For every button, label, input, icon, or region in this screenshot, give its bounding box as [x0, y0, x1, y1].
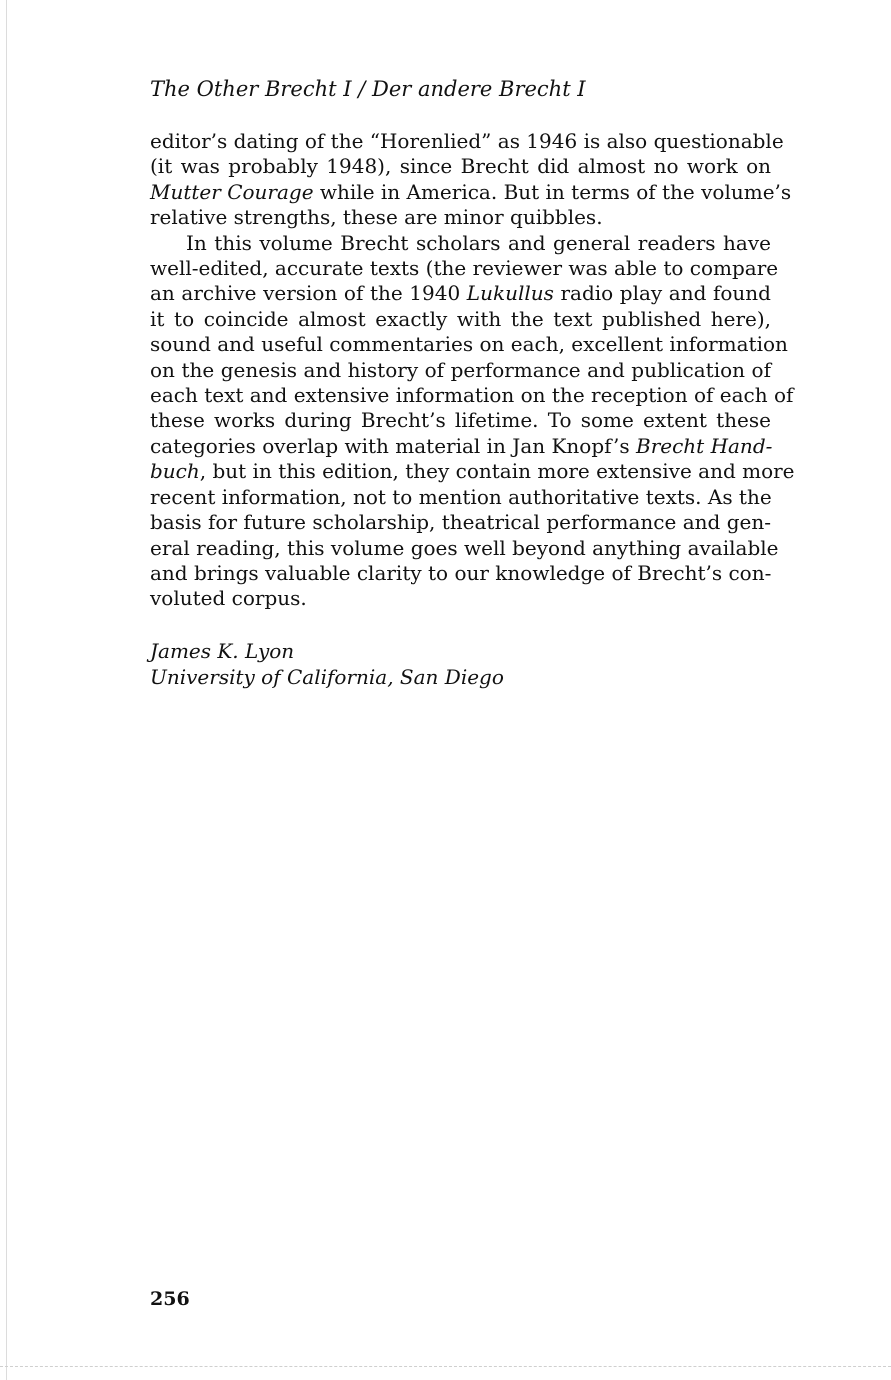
text-line	[150, 434, 771, 459]
text-segment: an archive version of the 1940	[150, 281, 467, 306]
text-line: In this volume Brecht scholars and general readers have	[186, 230, 771, 255]
reviewer-signature	[150, 638, 504, 690]
text-line: and brings valuable clarity to our knowledge of Brecht’s con-	[150, 560, 772, 585]
text-line	[150, 459, 795, 484]
reviewer-name: James K. Lyon	[150, 639, 295, 663]
running-head: The Other Brecht I / Der andere Brecht I	[150, 77, 586, 101]
text-segment: categories overlap with material in Jan Knopf’s	[150, 433, 636, 458]
text-line: editor’s dating of the “Horenlied” as 1946 is also questionable	[150, 129, 784, 153]
text-segment: while in America. But in terms of the volume’s	[313, 179, 792, 204]
text-line	[150, 281, 771, 306]
book-title: Brecht Hand-	[636, 433, 773, 458]
reviewer-affiliation: University of California, San Diego	[150, 665, 504, 689]
text-line: sound and useful commentaries on each, excellent information	[150, 332, 788, 357]
text-line: well-edited, accurate texts (the reviewer was able to compare	[150, 256, 779, 281]
page-edge-bottom	[0, 1366, 891, 1367]
text-segment: , but in this edition, they contain more extensive and more	[199, 459, 795, 484]
text-line	[150, 179, 792, 205]
paragraph	[150, 230, 795, 612]
text-line: recent information, not to mention authoritative texts. As the	[150, 484, 772, 509]
book-title: buch	[150, 459, 200, 484]
text-line: these works during Brecht’s lifetime. To some extent these	[150, 408, 771, 433]
text-line: each text and extensive information on the reception of each of	[150, 383, 794, 408]
text-segment: radio play and found	[553, 281, 771, 306]
text-line: relative strengths, these are minor quibbles.	[150, 205, 603, 230]
page-number: 256	[150, 1288, 190, 1310]
text-line: (it was probably 1948), since Brecht did almost no work on	[150, 154, 771, 179]
text-line: it to coincide almost exactly with the text published here),	[150, 306, 771, 331]
paragraph	[150, 129, 792, 231]
book-title: Lukullus	[466, 281, 554, 306]
text-line: basis for future scholarship, theatrical performance and gen-	[150, 510, 771, 535]
review-body	[150, 129, 795, 612]
book-title: Mutter Courage	[150, 179, 314, 204]
text-line: voluted corpus.	[150, 586, 307, 611]
text-line: on the genesis and history of performance and publication of	[150, 357, 771, 382]
text-line: eral reading, this volume goes well beyond anything available	[150, 535, 779, 560]
page-edge-left	[6, 0, 7, 1380]
